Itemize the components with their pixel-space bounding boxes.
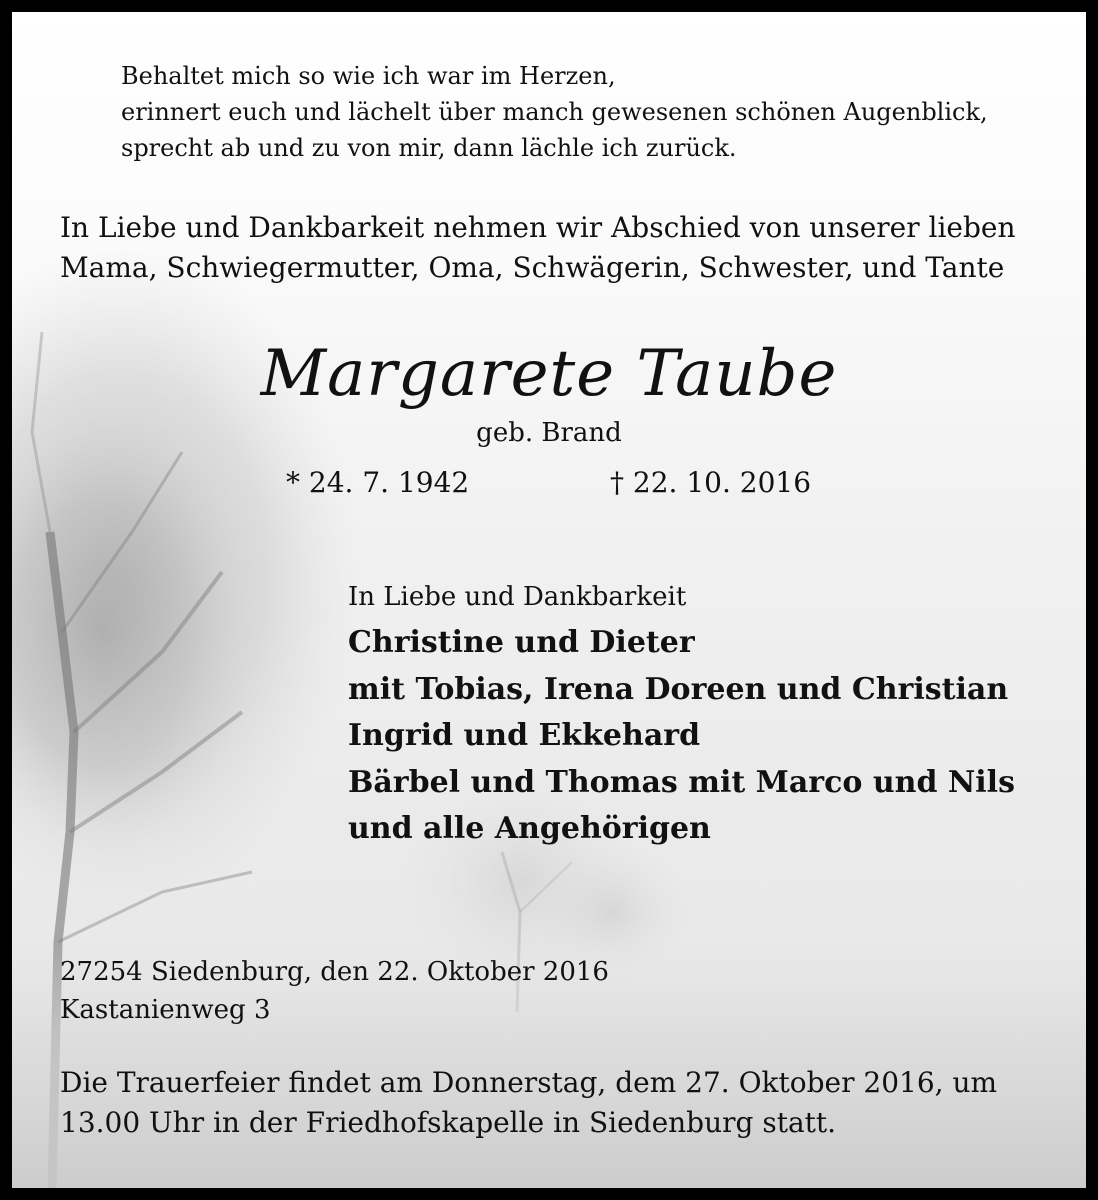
intro-line: In Liebe und Dankbarkeit nehmen wir Abschied von unserer lieben [60,211,1016,244]
intro-line: Mama, Schwiegermutter, Oma, Schwägerin, Schwester, und Tante [60,251,1005,284]
place-and-address [60,953,609,1029]
mourner-line: Ingrid und Ekkehard [348,718,701,753]
motto-line: erinnert euch und lächelt über manch gewesenen schönen Augenblick, [121,98,988,126]
place-date-line: 27254 Siedenburg, den 22. Oktober 2016 [60,957,609,987]
birth-name: geb. Brand [476,418,622,448]
deceased-name: Margarete Taube [260,337,838,411]
mourner-line: und alle Angehörigen [348,811,711,846]
birth-date: * 24. 7. 1942 [286,466,470,499]
funeral-line: 13.00 Uhr in der Friedhofskapelle in Siedenburg statt. [60,1106,837,1139]
death-date: † 22. 10. 2016 [610,466,812,499]
motto-verse [121,58,988,166]
mourners-list [348,620,1015,853]
address-line: Kastanienweg 3 [60,995,271,1025]
mourner-line: mit Tobias, Irena Doreen und Christian [348,671,1009,707]
mourner-line: Christine und Dieter [348,625,695,660]
mourners-intro: In Liebe und Dankbarkeit [348,582,687,612]
motto-line: sprecht ab und zu von mir, dann lächle ich zurück. [121,134,737,162]
funeral-notice [60,1063,997,1143]
farewell-intro [60,208,1016,288]
motto-line: Behaltet mich so wie ich war im Herzen, [121,62,616,90]
funeral-line: Die Trauerfeier findet am Donnerstag, dem 27. Oktober 2016, um [60,1066,998,1099]
mourner-line: Bärbel und Thomas mit Marco und Nils [348,764,1015,800]
